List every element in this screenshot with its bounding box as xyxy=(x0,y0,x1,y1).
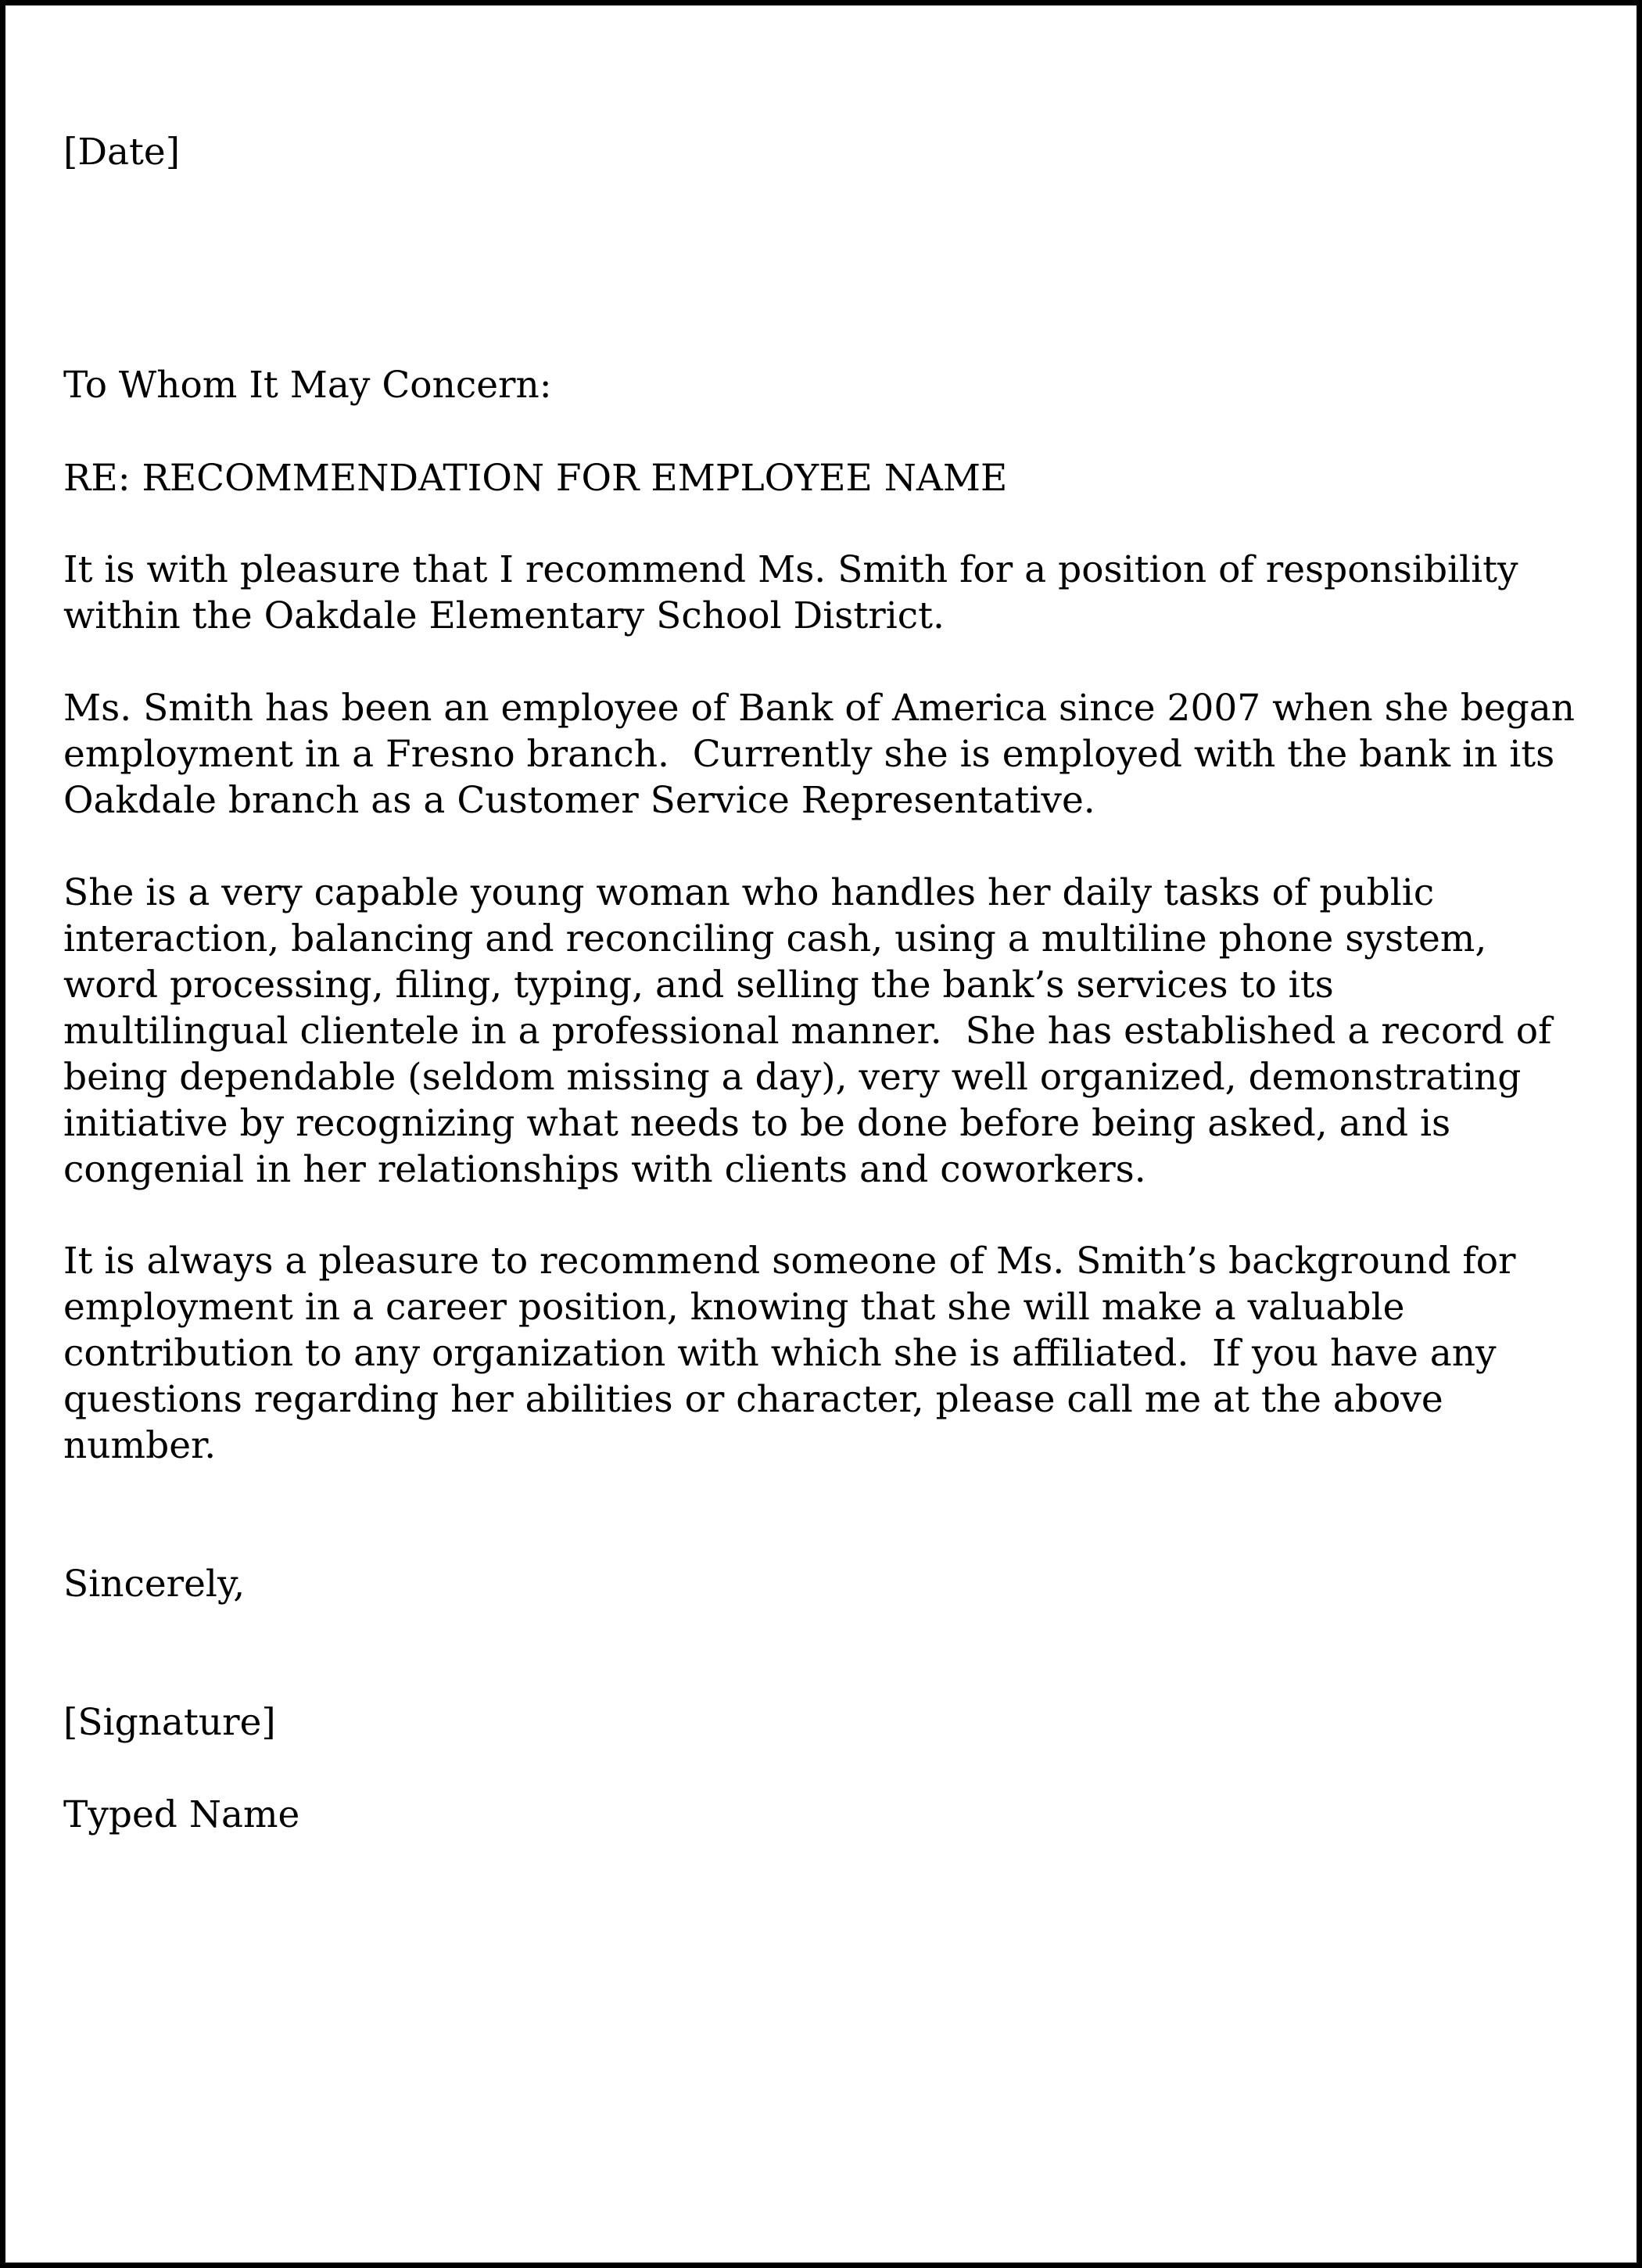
body-paragraph-1 xyxy=(63,547,1596,639)
body-paragraph-4 xyxy=(63,1238,1596,1469)
paragraph-line: word processing, filing, typing, and selling the bank’s services to its xyxy=(63,964,1334,1007)
signature-placeholder xyxy=(63,1699,1596,1746)
subject-text: RE: RECOMMENDATION FOR EMPLOYEE NAME xyxy=(63,457,1008,500)
paragraph-line: employment in a Fresno branch. Currently she is employed with the bank in its xyxy=(63,733,1555,776)
body-paragraph-3 xyxy=(63,870,1596,1193)
paragraph-line: Ms. Smith has been an employee of Bank of America since 2007 when she began xyxy=(63,687,1576,730)
paragraph-line: being dependable (seldom missing a day), very well organized, demonstrating xyxy=(63,1056,1522,1099)
paragraph-line: congenial in her relationships with clients and coworkers. xyxy=(63,1148,1146,1191)
paragraph-line: employment in a career position, knowing that she will make a valuable xyxy=(63,1286,1405,1329)
subject-line xyxy=(63,455,1596,501)
typed-name xyxy=(63,1792,1596,1838)
salutation xyxy=(63,362,1596,408)
salutation-text: To Whom It May Concern: xyxy=(63,364,552,407)
signature-text: [Signature] xyxy=(63,1701,276,1744)
letter-date xyxy=(63,129,1596,175)
date-text: [Date] xyxy=(63,131,181,174)
paragraph-line: within the Oakdale Elementary School District. xyxy=(63,594,945,637)
closing xyxy=(63,1561,1596,1607)
paragraph-line: Oakdale branch as a Customer Service Representative. xyxy=(63,779,1095,822)
paragraph-line: multilingual clientele in a professional manner. She has established a record of xyxy=(63,1010,1552,1053)
paragraph-line: It is always a pleasure to recommend someone of Ms. Smith’s background for xyxy=(63,1240,1516,1283)
typed-name-text: Typed Name xyxy=(63,1793,300,1836)
paragraph-line: interaction, balancing and reconciling cash, using a multiline phone system, xyxy=(63,917,1487,960)
paragraph-line: initiative by recognizing what needs to be done before being asked, and is xyxy=(63,1102,1451,1145)
paragraph-line: number. xyxy=(63,1424,217,1467)
paragraph-line: She is a very capable young woman who handles her daily tasks of public xyxy=(63,871,1435,914)
paragraph-line: contribution to any organization with which she is affiliated. If you have any xyxy=(63,1332,1497,1375)
paragraph-line: It is with pleasure that I recommend Ms. Smith for a position of responsibility xyxy=(63,548,1518,591)
body-paragraph-2 xyxy=(63,685,1596,824)
closing-text: Sincerely, xyxy=(63,1563,246,1606)
paragraph-line: questions regarding her abilities or character, please call me at the above xyxy=(63,1378,1443,1421)
